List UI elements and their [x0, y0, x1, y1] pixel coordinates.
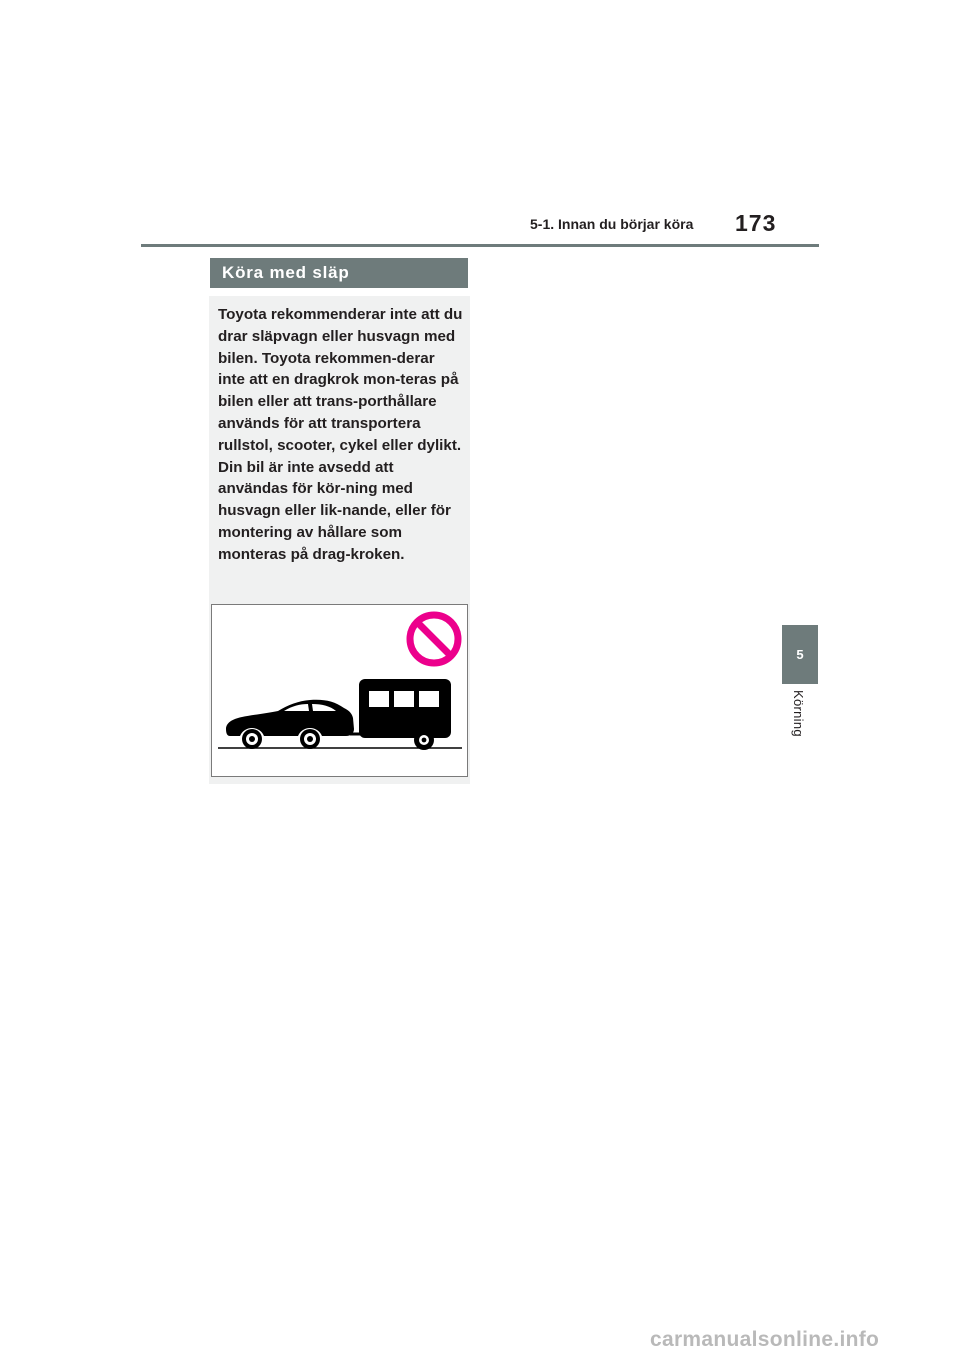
header-divider: [141, 244, 819, 247]
chapter-number: 5: [796, 647, 804, 662]
watermark: carmanualsonline.info: [650, 1328, 880, 1351]
header-section-title: 5-1. Innan du börjar köra: [530, 216, 694, 232]
caravan-icon: [350, 679, 451, 750]
car-icon: [226, 700, 354, 749]
towing-illustration: [211, 604, 468, 777]
prohibition-icon: [410, 615, 458, 663]
section-title: [210, 258, 468, 288]
page-number: 173: [735, 210, 777, 236]
chapter-tab: [782, 625, 818, 684]
towing-illustration-svg: [212, 605, 469, 778]
section-title-text: Köra med släp: [222, 263, 350, 282]
chapter-name: Körning: [791, 690, 806, 737]
info-text: Toyota rekommenderar inte att du drar släpvagn eller husvagn med bilen. Toyota rekommen-derar inte att en dragkrok mon-teras på bilen eller att trans-porthållare används för att transportera rullstol, scooter, cykel eller dylikt. Din bil är inte avsedd att användas för kör-ning med husvagn eller lik-nande, eller för montering av hållare som monteras på drag-kroken.: [218, 306, 463, 563]
